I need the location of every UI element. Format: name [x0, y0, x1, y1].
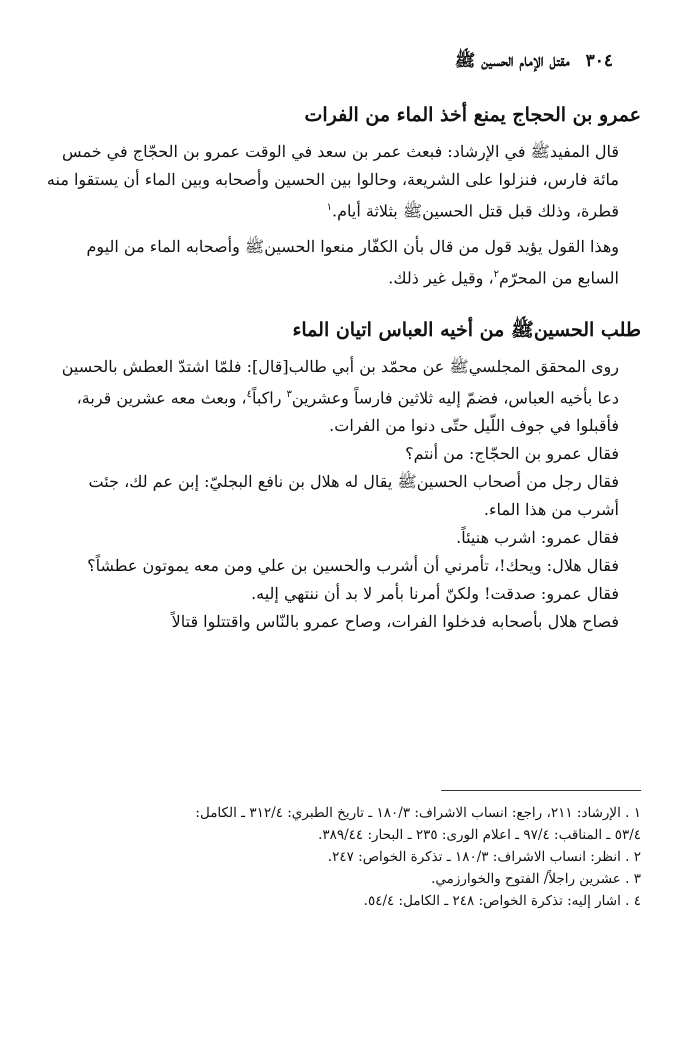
paragraph-dialogue: فقال رجل من أصحاب الحسينﷺ يقال له هلال بن نافع البجليّ: إبن عم لك، جئت أشرب من هذا الماء.: [88, 471, 619, 519]
footnote-1: ١ . الإرشاد: ٢١١، راجع: انساب الاشراف: ١٨٠/٣ ـ تاريخ الطبري: ٣١٢/٤ ـ الكامل:: [195, 805, 641, 821]
main-text: [43, 100, 641, 636]
paragraph-text: قال المفيدﷺ في الإرشاد: فبعث عمر بن سعد في الوقت عمرو بن الحجّاج في خمس مائة فارس، فنزلوا على الشريعة، وحالوا بين الحسين وأصحابه وبين الماء أن يستقوا منه قطرة، وذلك قبل قتل الحسينﷺ بثلاثة أيام.: [46, 142, 619, 221]
footnote-3: ٣ . عشرين راجلاً/ الفتوح والخوارزمي.: [431, 871, 641, 887]
paragraph-dialogue: فقال عمرو: صدقت! ولكنّ أمرنا بأمر لا بد أن ننتهي إليه.: [251, 583, 619, 603]
book-title: مقتل الإمام الحسين ﷺ: [454, 51, 570, 71]
footnote-4: ٤ . اشار إليه: تذكرة الخواص: ٢٤٨ ـ الكامل: ٥٤/٤.: [363, 893, 641, 909]
footnotes: [39, 802, 641, 912]
paragraph-dialogue: فقال هلال: ويحك!، تأمرني أن أشرب والحسين بن علي ومن معه يموتون عطشاً؟: [87, 555, 619, 575]
section-heading-abbas-water: طلب الحسينﷺ من أخيه العباس اتيان الماء: [292, 318, 641, 341]
paragraph-dialogue: فصاح هلال بأصحابه فدخلوا الفرات، وصاح عمرو بالنّاس واقتتلوا قتالاً: [171, 611, 619, 631]
footnote-1-continued: ٥٣/٤ ـ المناقب: ٩٧/٤ ـ اعلام الورى: ٢٣٥ ـ البحار: ٣٨٩/٤٤.: [318, 827, 641, 843]
running-header: [455, 50, 613, 75]
footnote-ref-4: ٤: [246, 388, 252, 400]
section-heading-amr-prevents-water: عمرو بن الحجاج يمنع أخذ الماء من الفرات: [304, 104, 641, 126]
footnote-ref-2: ٢: [493, 269, 499, 281]
footnote-divider: [441, 790, 641, 791]
paragraph-text-tail: ، وقيل غير ذلك.: [388, 268, 494, 288]
footnote-ref-3: ٣: [286, 388, 292, 400]
paragraph-text: روى المحقق المجلسيﷺ عن محمّد بن أبي طالب[قال]: فلمّا اشتدّ العطش بالحسين دعا بأخيه العباس، فضمّ إليه ثلاثين فارساً وعشرين: [61, 356, 619, 407]
paragraph-text: وهذا القول يؤيد قول من قال بأن الكفّار منعوا الحسينﷺ وأصحابه الماء من اليوم السابع من المحرّم: [86, 237, 619, 288]
paragraph-text: راكباً: [251, 387, 287, 407]
paragraph-dialogue: فقال عمرو بن الحجّاج: من أنتم؟: [405, 443, 619, 463]
paragraph-mufid-report: [43, 138, 641, 225]
paragraph-text: ، وبعث معه عشرين قربة، فأقبلوا في جوف اللّيل حتّى دنوا من الفرات.: [76, 387, 619, 435]
paragraph-seventh-muharram: [43, 233, 641, 292]
paragraph-dialogue: فقال عمرو: اشرب هنيئاً.: [456, 527, 619, 547]
footnote-ref-1: ١: [326, 202, 333, 213]
footnote-2: ٢ . انظر: انساب الاشراف: ١٨٠/٣ ـ تذكرة الخواص: ٢٤٧.: [327, 849, 641, 865]
page-number: ٣٠٤: [585, 51, 613, 71]
paragraph-majlisi-report: [43, 353, 641, 440]
